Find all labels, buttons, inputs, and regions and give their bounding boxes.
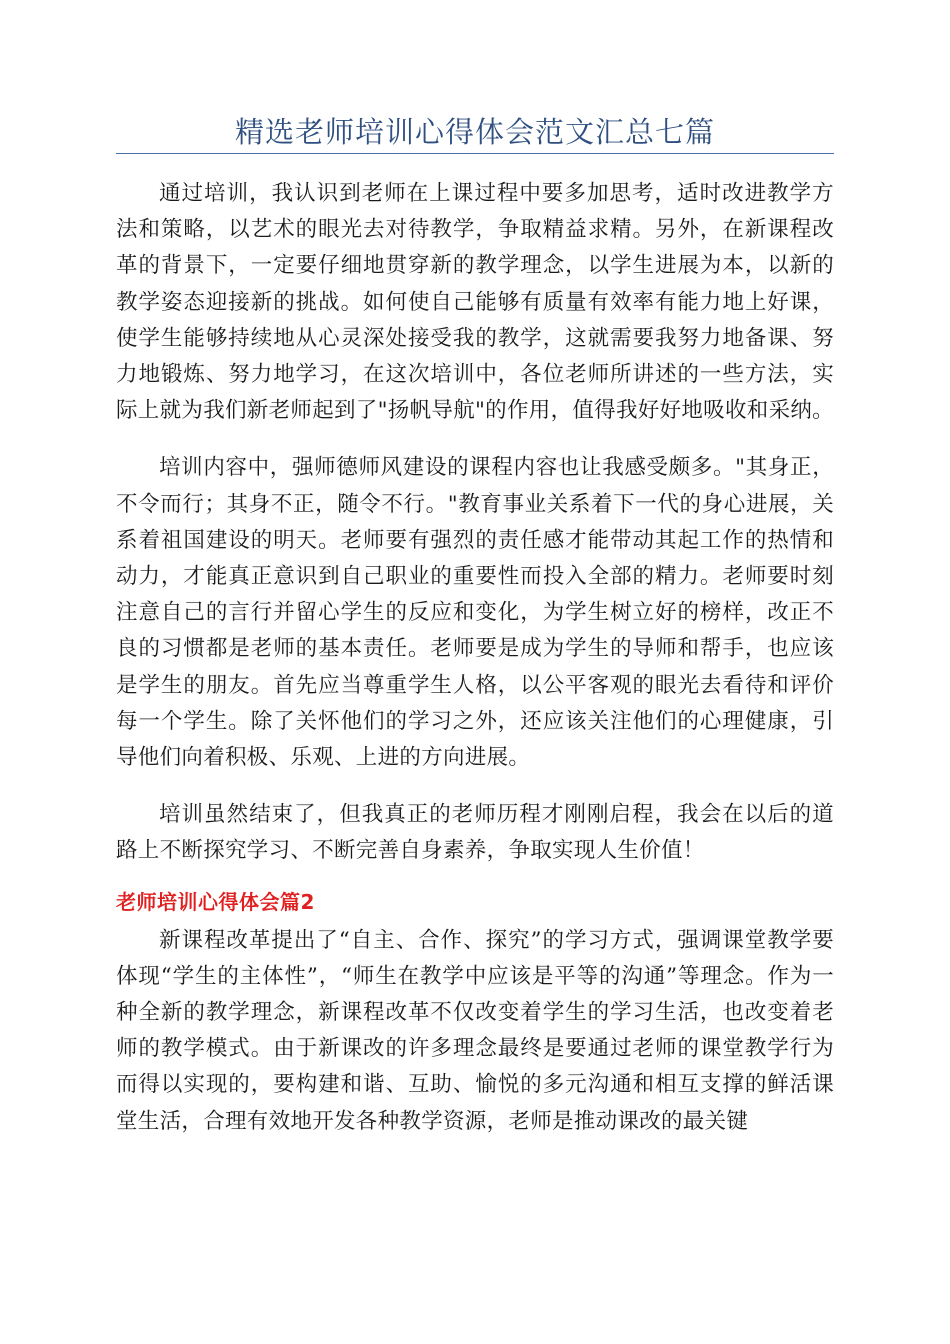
document-title: 精选老师培训心得体会范文汇总七篇 [234, 115, 715, 149]
body-paragraph-3: 培训虽然结束了，但我真正的老师历程才刚刚启程，我会在以后的道路上不断探究学习、不断完善自身素养，争取实现人生价值！ [116, 802, 834, 864]
section-heading: 老师培训心得体会篇2 [116, 889, 315, 914]
body-paragraph-1: 通过培训，我认识到老师在上课过程中要多加思考，适时改进教学方法和策略，以艺术的眼光去对待教学，争取精益求精。另外，在新课程改革的背景下，一定要仔细地贯穿新的教学理念，以学生进展为本，以新的教学姿态迎接新的挑战。如何使自己能够有质量有效率有能力地上好课，使学生能够持续地从心灵深处接受我的教学，这就需要我努力地备课、努力地锻炼、努力地学习，在这次培训中，各位老师所讲述的一些方法，实际上就为我们新老师起到了"扬帆导航"的作用，值得我好好地吸收和采纳。 [116, 181, 834, 424]
body-paragraph-2: 培训内容中，强师德师风建设的课程内容也让我感受颇多。"其身正，不令而行；其身不正，随令不行。"教育事业关系着下一代的身心进展，关系着祖国建设的明天。老师要有强烈的责任感才能带动其起工作的热情和动力，才能真正意识到自己职业的重要性而投入全部的精力。老师要时刻注意自己的言行并留心学生的反应和变化，为学生树立好的榜样，改正不良的习惯都是老师的基本责任。老师要是成为学生的导师和帮手，也应该是学生的朋友。首先应当尊重学生人格，以公平客观的眼光去看待和评价每一个学生。除了关怀他们的学习之外，还应该关注他们的心理健康，引导他们向着积极、乐观、上进的方向进展。 [116, 455, 834, 771]
title-underline [116, 153, 834, 154]
document-body [116, 176, 834, 1140]
section-paragraph-1: 新课程改革提出了“自主、合作、探究”的学习方式，强调课堂教学要体现“学生的主体性”，“师生在教学中应该是平等的沟通”等理念。作为一种全新的教学理念，新课程改革不仅改变着学生的学习生活，也改变着老师的教学模式。由于新课改的许多理念最终是要通过老师的课堂教学行为而得以实现的，要构建和谐、互助、愉悦的多元沟通和相互支撑的鲜活课堂生活，合理有效地开发各种教学资源，老师是推动课改的最关键 [116, 927, 834, 1134]
